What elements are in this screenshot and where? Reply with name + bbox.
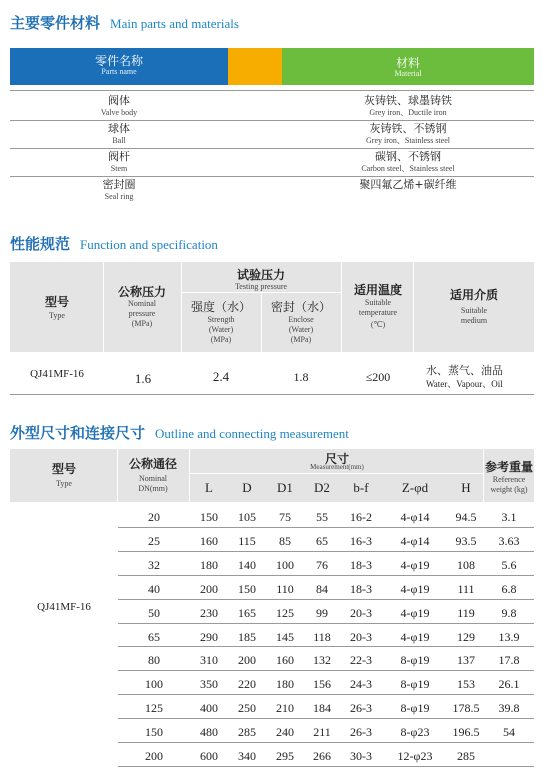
divider [181,262,182,352]
material-header-cell [282,48,534,85]
table-cell: 110 [276,581,294,596]
function-nominal: 1.6 [134,371,152,386]
table-cell: 20-3 [350,605,372,620]
table-cell: 25 [148,533,160,548]
table-cell: 4-φ19 [400,557,430,572]
part-name-en: Stem [110,164,128,173]
table-cell: 240 [276,725,294,740]
table-cell: 99 [316,605,328,620]
table-cell: 18-3 [350,581,372,596]
table-cell: 125 [145,701,163,716]
size-column-header: D2 [314,480,330,495]
table-cell: 180 [276,677,294,692]
divider [10,90,534,91]
part-name-zh: 阀杆 [108,150,130,163]
table-cell: 150 [145,725,163,740]
outline-type-header-en: Type [56,479,72,488]
table-cell: 16-3 [350,533,372,548]
divider [118,599,534,600]
size-column-header: D [242,480,252,495]
table-cell: 150 [200,510,218,524]
table-cell: 8-φ23 [400,725,430,740]
table-cell: 76 [316,557,328,572]
size-header-zh: 尺寸 [324,452,349,466]
table-cell: 8-φ19 [400,653,430,668]
divider [483,449,484,502]
test-header-zh: 试验压力 [236,268,285,282]
function-title: 性能规范 Function and specification [10,235,218,253]
function-temp: ≤200 [365,370,391,384]
table-cell: 100 [276,557,294,572]
dn-header-en2: DN(mm) [138,484,168,493]
material-en: Grey iron、Stainless steel [366,136,450,145]
outline-type-value: QJ41MF-16 [37,601,91,613]
header-accent [228,48,282,85]
divider [118,694,534,695]
table-cell: 3.63 [498,533,520,548]
medium-header-zh: 适用介质 [449,288,498,302]
temp-header-zh: 适用温度 [353,283,402,297]
divider [118,551,534,552]
table-cell: 140 [238,557,256,572]
part-name-zh: 球体 [108,122,130,135]
divider [10,394,534,395]
function-row [10,352,534,392]
part-name-zh: 阀体 [108,94,130,107]
table-cell: 108 [457,557,475,572]
size-column-header: b-f [353,480,369,495]
divider [189,449,190,502]
enclose-header-zh: 密封（水） [270,300,331,314]
temp-header-en1: Suitable [364,298,392,307]
table-cell: 26.1 [498,677,520,692]
table-cell: 16-2 [350,510,372,524]
enclose-header-en2: (Water) [288,325,314,334]
table-cell: 4-φ19 [400,629,430,644]
table-cell: 65 [316,533,328,548]
table-cell: 129 [457,629,475,644]
table-cell: 24-3 [350,677,372,692]
strength-header-zh: 强度（水） [190,300,251,314]
medium-header-en2: medium [460,316,488,325]
nominal-header-en2: pressure [128,309,156,318]
divider [118,670,534,671]
function-medium-zh: 水、蒸气、油品 [426,365,503,377]
table-cell: 40 [148,581,160,596]
table-cell: 185 [238,629,256,644]
divider [10,148,534,149]
table-cell: 137 [457,653,475,668]
divider [118,766,534,767]
table-cell: 125 [276,605,294,620]
table-cell: 165 [238,605,256,620]
divider [182,292,341,293]
function-strength: 2.4 [212,369,230,384]
strength-header-en3: (MPa) [210,335,232,344]
table-cell: 54 [503,725,515,740]
parts-header-zh: 零件名称 [94,54,143,68]
divider [118,623,534,624]
table-cell: 55 [316,510,328,524]
table-cell: 13.9 [498,629,520,644]
function-enclose: 1.8 [293,370,309,384]
dn-header-en1: Nominal [139,474,167,483]
table-cell: 180 [200,557,218,572]
table-cell: 93.5 [455,533,477,548]
table-cell: 94.5 [455,510,477,524]
dn-header-zh: 公称通径 [128,457,177,471]
material-header-zh: 材料 [395,56,420,70]
table-cell: 119 [457,605,475,620]
table-cell: 266 [313,749,331,763]
table-cell: 480 [200,725,218,740]
divider [10,120,534,121]
table-cell: 340 [238,749,256,763]
outline-type-header-zh: 型号 [51,462,76,476]
table-cell: 65 [148,629,160,644]
table-cell: 285 [457,749,475,763]
table-cell: 310 [200,653,218,668]
materials-title: 主要零件材料 Main parts and materials [10,14,239,32]
table-cell: 230 [200,605,218,620]
type-header-zh: 型号 [44,295,69,309]
material-en: Carbon steel、Stainless steel [361,164,455,173]
divider [118,575,534,576]
table-cell: 4-φ19 [400,605,430,620]
table-cell: 156 [313,677,331,692]
divider [190,473,483,474]
table-cell: 75 [279,510,291,524]
table-cell: 8-φ19 [400,677,430,692]
table-cell: 4-φ19 [400,581,430,596]
enclose-header-en3: (MPa) [290,335,312,344]
table-cell: 178.5 [452,701,480,716]
table-cell: 32 [148,557,160,572]
table-cell: 3.1 [501,510,517,524]
table-cell: 160 [200,533,218,548]
table-cell: 153 [457,677,475,692]
function-medium-en: Water、Vapour、Oil [426,379,503,389]
type-header-en: Type [49,311,65,320]
table-cell: 100 [145,677,163,692]
table-cell: 184 [313,701,331,716]
materials-row [10,94,534,121]
divider [118,718,534,719]
test-header-en: Testing pressure [234,282,288,291]
table-cell: 250 [238,701,256,716]
table-cell: 26-3 [350,725,372,740]
table-cell: 220 [238,677,256,692]
table-cell: 600 [200,749,218,763]
size-header-en: Measurement(mm) [310,463,364,471]
material-header-en: Material [394,69,422,78]
table-cell: 115 [238,533,256,548]
table-cell: 111 [457,581,475,596]
table-cell: 200 [238,653,256,668]
table-cell: 196.5 [452,725,480,740]
temp-header-en2: temperature [358,308,398,317]
materials-row [10,178,534,205]
parts-header-en: Parts name [101,67,137,76]
outline-title: 外型尺寸和连接尺寸 Outline and connecting measurement [10,424,349,442]
table-cell: 8-φ19 [400,701,430,716]
divider [261,292,262,352]
material-zh: 灰铸铁、球墨铸铁 [364,94,452,107]
weight-header-en1: Reference [492,475,526,484]
materials-header [10,48,534,85]
table-cell: 26-3 [350,701,372,716]
size-column-header: D1 [277,480,293,495]
divider [10,176,534,177]
weight-header-en2: weight (kg) [490,485,528,494]
table-cell: 150 [238,581,256,596]
table-cell: 105 [238,510,256,524]
table-cell: 4-φ14 [400,510,430,524]
table-cell: 132 [313,653,331,668]
table-cell: 200 [200,581,218,596]
medium-header-en1: Suitable [460,306,488,315]
table-cell: 50 [148,605,160,620]
part-name-zh: 密封圈 [102,178,136,191]
divider [103,262,104,352]
material-en: Grey iron、Ductile iron [369,108,447,117]
enclose-header-en1: Enclose [288,315,314,324]
table-cell: 17.8 [498,653,520,668]
part-name-en: Valve body [100,108,138,117]
table-cell: 85 [279,533,291,548]
table-cell: 5.6 [501,557,517,572]
size-column-header: H [461,480,471,495]
table-cell: 39.8 [498,701,520,716]
material-zh: 碳钢、不锈钢 [375,150,441,163]
divider [118,646,534,647]
material-zh: 灰铸铁、不锈钢 [369,122,447,135]
table-cell: 211 [313,725,331,740]
weight-header-zh: 参考重量 [484,460,533,474]
table-cell: 20 [148,510,160,524]
table-cell: 160 [276,653,294,668]
temp-header-en3: (℃) [370,320,386,329]
size-column-header: Z-φd [401,480,429,495]
part-name-en: Seal ring [104,192,134,201]
table-cell: 145 [276,629,294,644]
divider [118,742,534,743]
table-cell: 6.8 [501,581,517,596]
table-cell: 30-3 [350,749,372,763]
material-zh: 聚四氟乙烯+碳纤维 [359,178,457,191]
table-cell: 285 [238,725,256,740]
table-cell: 84 [316,581,328,596]
table-cell: 9.8 [501,605,517,620]
function-table-header [10,262,534,352]
function-type: QJ41MF-16 [30,368,84,380]
divider [118,527,534,528]
divider [413,262,414,352]
table-cell: 400 [200,701,218,716]
outline-table-header [10,449,534,502]
parts-header-cell [10,48,228,85]
table-cell: 210 [276,701,294,716]
table-cell: 22-3 [350,653,372,668]
table-cell: 200 [145,749,163,763]
nominal-header-en3: (MPa) [131,319,153,328]
divider [117,449,118,502]
size-column-header: L [205,480,213,495]
nominal-header-zh: 公称压力 [117,285,166,299]
table-cell: 80 [148,653,160,668]
materials-row [10,122,534,149]
table-cell: 295 [276,749,294,763]
table-cell: 4-φ14 [400,533,430,548]
table-cell: 18-3 [350,557,372,572]
divider [341,262,342,352]
table-cell: 12-φ23 [397,749,433,763]
table-cell: 118 [313,629,331,644]
strength-header-en1: Strength [207,315,235,324]
materials-row [10,150,534,177]
table-cell: 350 [200,677,218,692]
table-cell: 290 [200,629,218,644]
table-cell: 20-3 [350,629,372,644]
strength-header-en2: (Water) [208,325,234,334]
part-name-en: Ball [112,136,126,145]
nominal-header-en1: Nominal [128,299,156,308]
